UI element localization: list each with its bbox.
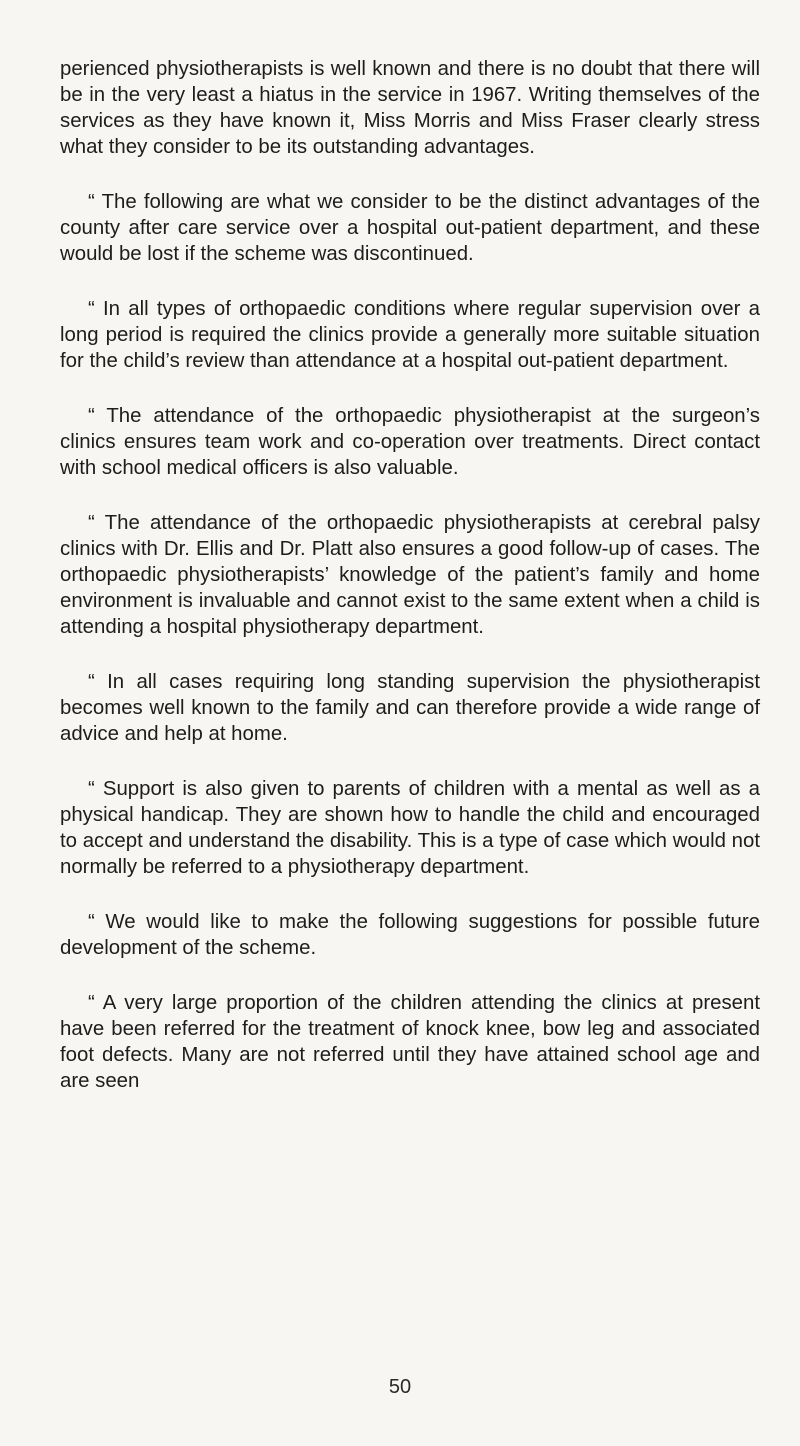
document-page <box>60 56 760 1123</box>
page-number: 50 <box>388 1376 412 1398</box>
paragraph-quote-home-advice: “ In all cases requiring long standing supervision the physiotherapist becomes well known to the family and can therefore provide a wide range of advice and help at home. <box>60 671 760 745</box>
paragraph-quote-team-work: “ The attendance of the orthopaedic physiotherapist at the surgeon’s clinics ensures team work and co-operation over treatments. Direct contact with school medical officers is also valuable. <box>60 405 760 479</box>
paragraph-quote-cerebral-palsy: “ The attendance of the orthopaedic physiotherapists at cerebral palsy clinics with Dr. Ellis and Dr. Platt also ensures a good follow-up of cases. The orthopaedic physiotherapists’ knowledge of the patient’s family and home environment is invaluable and cannot exist to the same extent when a child is attending a hospital physiotherapy department. <box>60 512 760 638</box>
paragraph-quote-supervision: “ In all types of orthopaedic conditions where regular supervision over a long period is required the clinics provide a generally more suitable situation for the child’s review than attendance at a hospital out-patient department. <box>60 298 760 372</box>
paragraph-quote-advantages: “ The following are what we consider to be the distinct advantages of the county after care service over a hospital out-patient department, and these would be lost if the scheme was discontinued. <box>60 191 760 265</box>
paragraph-quote-referrals: “ A very large proportion of the children attending the clinics at present have been referred for the treatment of knock knee, bow leg and associated foot defects. Many are not referred until they have attained school age and are seen <box>60 992 760 1092</box>
paragraph-continued: perienced physiotherapists is well known and there is no doubt that there will be in the very least a hiatus in the service in 1967. Writing themselves of the services as they have known it, Miss Morris and Miss Fraser clearly stress what they consider to be its outstanding advantages. <box>60 58 760 158</box>
paragraph-quote-parent-support: “ Support is also given to parents of children with a mental as well as a physical handicap. They are shown how to handle the child and encouraged to accept and understand the disability. This is a type of case which would not normally be referred to a physiotherapy department. <box>60 778 760 878</box>
paragraph-quote-suggestions: “ We would like to make the following suggestions for possible future development of the scheme. <box>60 911 760 959</box>
